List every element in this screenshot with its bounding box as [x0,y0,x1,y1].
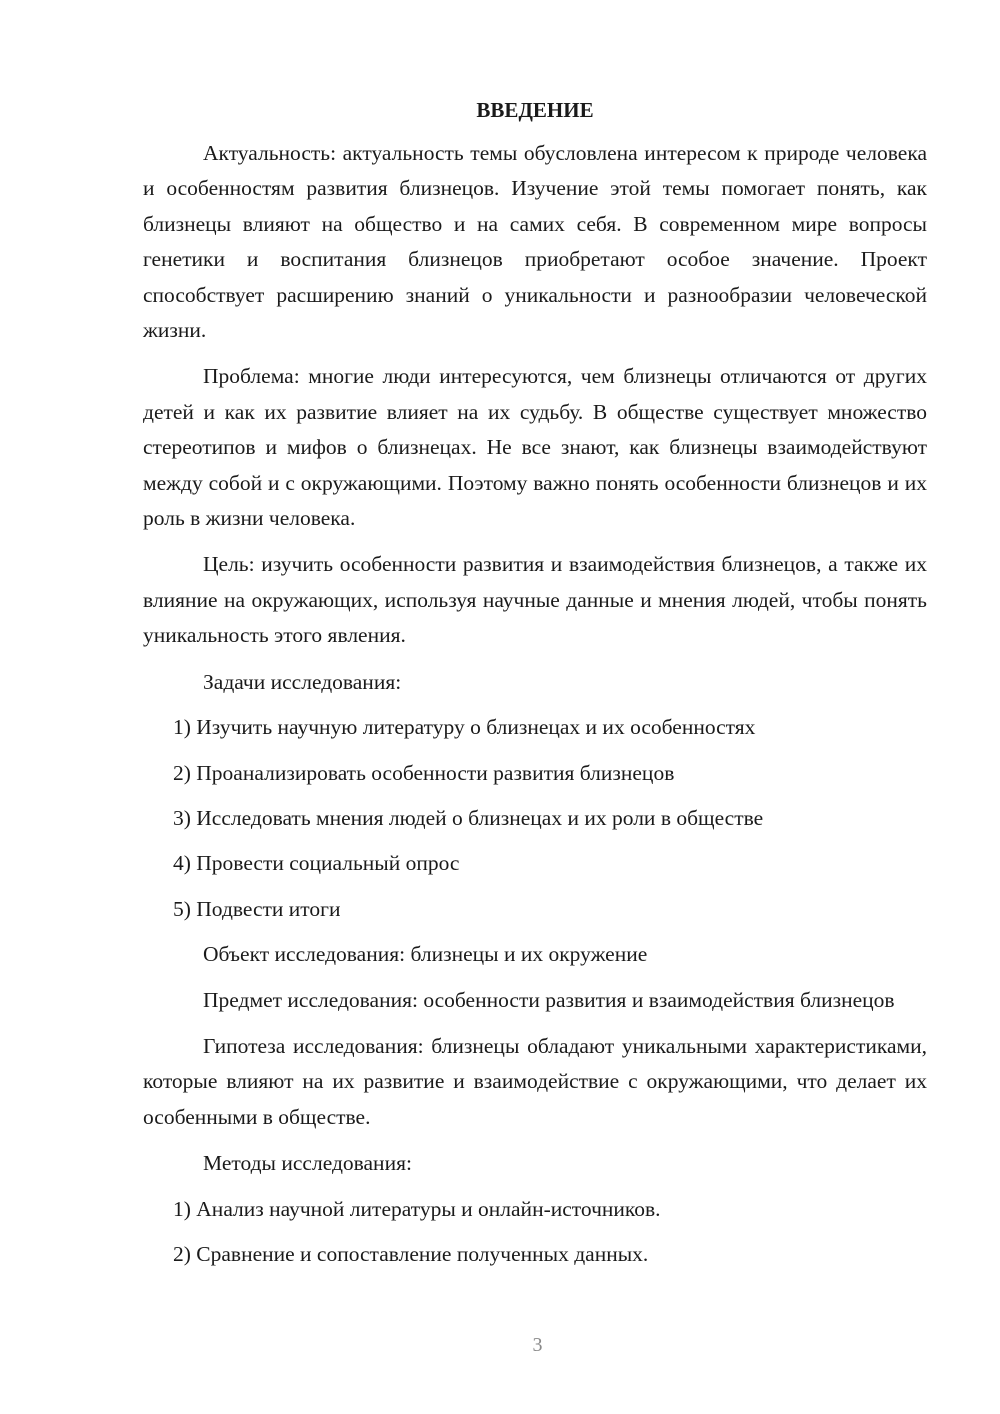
relevance-paragraph: Актуальность: актуальность темы обусловлена интересом к природе человека и особенностям развития близнецов. Изучение этой темы помогает понять, как близнецы влияют на общество и на самих себя. В современном мире вопросы генетики и воспитания близнецов приобретают особое значение. Проект способствует расширению знаний о уникальности и разнообразии человеческой жизни. [143,141,927,343]
method-item: 2) Сравнение и сопоставление полученных данных. [173,1241,649,1266]
tasks-label: Задачи исследования: [203,669,402,694]
document-body [143,95,927,1282]
subject-paragraph: Предмет исследования: особенности развития и взаимодействия близнецов [203,987,895,1012]
methods-label: Методы исследования: [203,1151,412,1176]
problem-paragraph: Проблема: многие люди интересуются, чем близнецы отличаются от других детей и как их развитие влияет на их судьбу. В обществе существует множество стереотипов и мифов о близнецах. Не все знают, как близнецы взаимодействуют между собой и с окружающими. Поэтому важно понять особенности близнецов и их роль в жизни человека. [143,364,927,531]
task-item: 2) Проанализировать особенности развития близнецов [173,760,675,785]
goal-paragraph: Цель: изучить особенности развития и взаимодействия близнецов, а также их влияние на окружающих, используя научные данные и мнения людей, чтобы понять уникальность этого явления. [143,552,927,648]
task-item: 1) Изучить научную литературу о близнецах и их особенностях [173,715,756,740]
hypothesis-paragraph: Гипотеза исследования: близнецы обладают уникальными характеристиками, которые влияют на их развитие и взаимодействие с окружающими, что делает их особенными в обществе. [143,1033,927,1129]
task-item: 5) Подвести итоги [173,896,341,921]
task-item: 3) Исследовать мнения людей о близнецах и их роли в обществе [173,805,764,830]
object-line: Объект исследования: близнецы и их окружение [203,942,648,967]
task-item: 4) Провести социальный опрос [173,851,460,876]
page-number: 3 [532,1334,543,1356]
section-heading: ВВЕДЕНИЕ [476,98,594,122]
method-item: 1) Анализ научной литературы и онлайн-источников. [173,1196,661,1221]
